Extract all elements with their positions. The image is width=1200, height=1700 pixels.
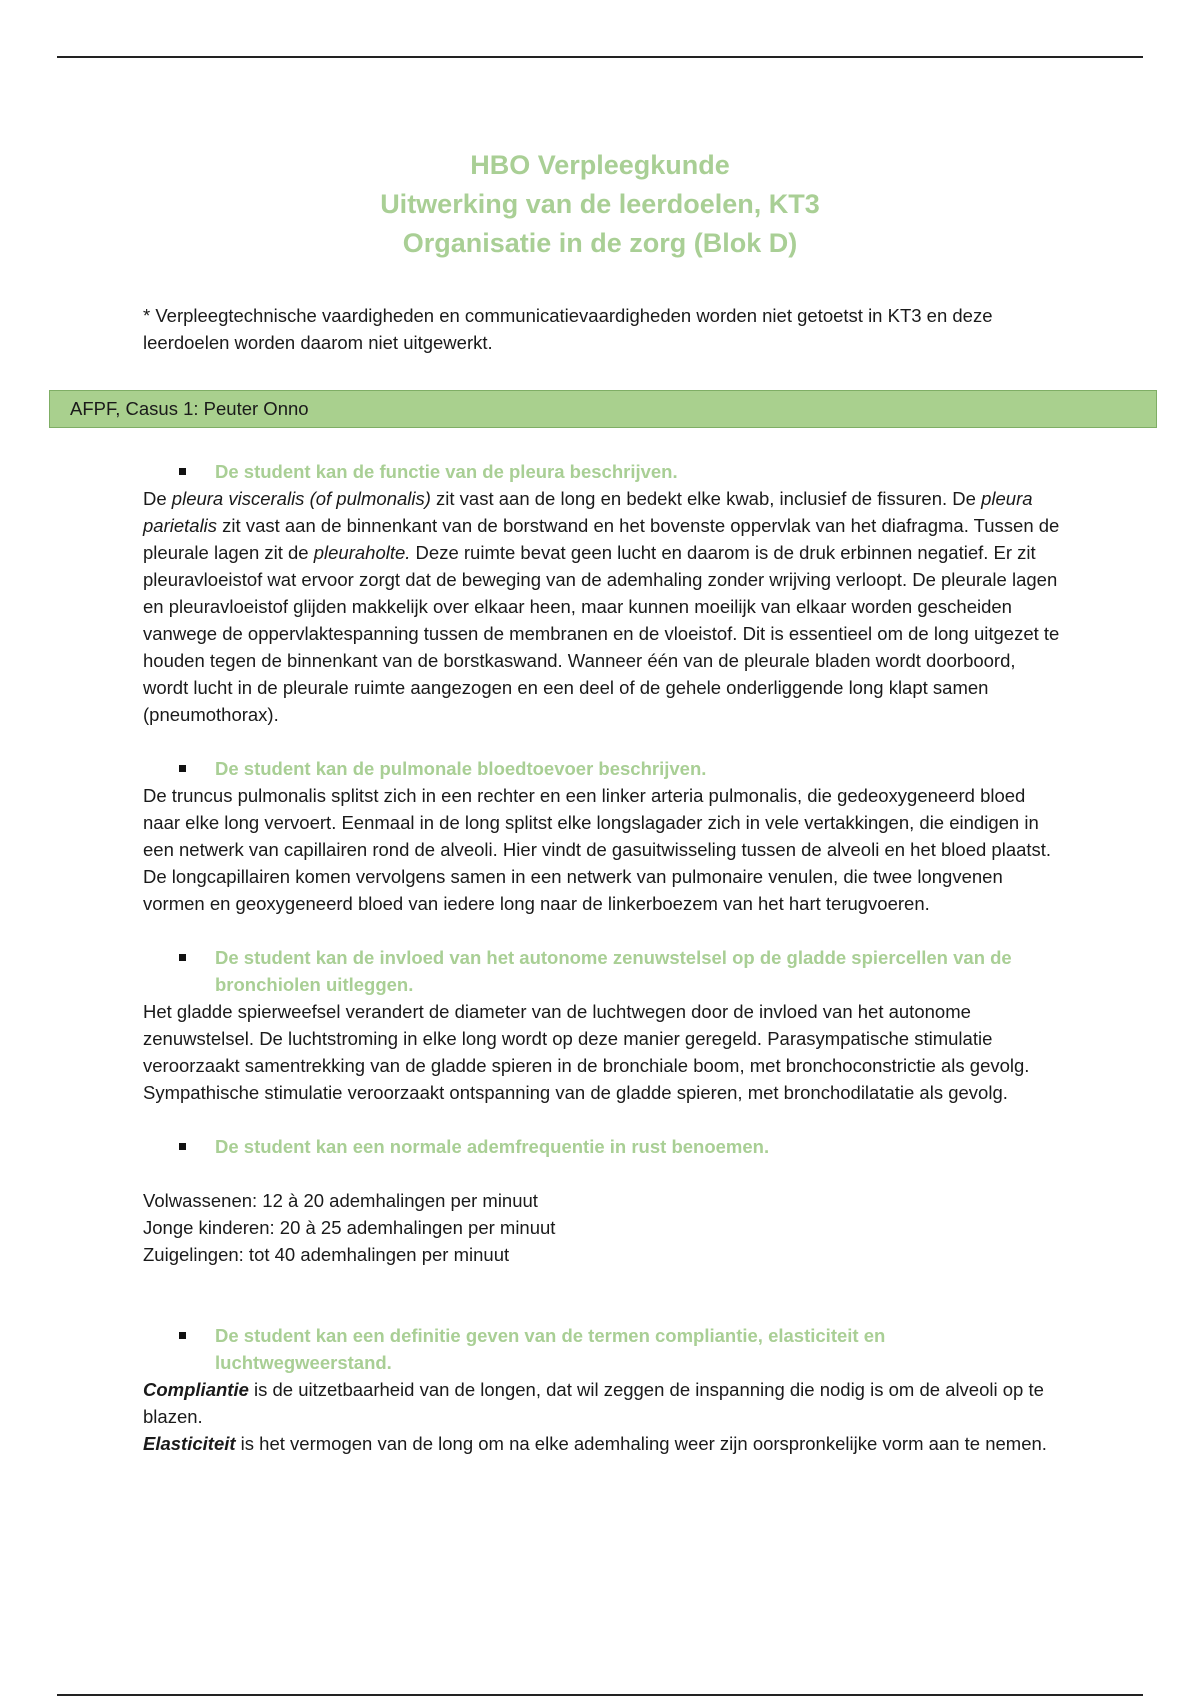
objective-heading: De student kan de invloed van het autonome zenuwstelsel op de gladde spiercellen van de bronchiolen uitleggen. [143, 944, 1063, 998]
bottom-rule [57, 1694, 1143, 1696]
objective-body: Het gladde spierweefsel verandert de diameter van de luchtwegen door de invloed van het autonome zenuwstelsel. De luchtstroming in elke long wordt op deze manier geregeld. Parasympatische stimulatie veroorzaakt samentrekking van de gladde spieren in de bronchiale boom, met bronchoconstrictie als gevolg. Sympathische stimulatie veroorzaakt ontspanning van de gladde spieren, met bronchodilatatie als gevolg. [143, 1001, 1030, 1103]
rate-line: Volwassenen: 12 à 20 ademhalingen per minuut [143, 1190, 538, 1211]
section-header [49, 390, 1157, 428]
objective-body: De pleura visceralis (of pulmonalis) zit vast aan de long en bedekt elke kwab, inclusief de fissuren. De pleura parietalis zit vast aan de binnenkant van de borstwand en het bovenste oppervlak van het diafragma. Tussen de pleurale lagen zit de pleuraholte. Deze ruimte bevat geen lucht en daarom is de druk erbinnen negatief. Er zit pleuravloeistof wat ervoor zorgt dat de beweging van de ademhaling zonder wrijving verloopt. De pleurale lagen en pleuravloeistof glijden makkelijk over elkaar heen, maar kunnen moeilijk van elkaar worden gescheiden vanwege de oppervlaktespanning tussen de membranen en de vloeistof. Dit is essentieel om de long uitgezet te houden tegen de binnenkant van de borstkaswand. Wanneer één van de pleurale bladen wordt doorboord, wordt lucht in de pleurale ruimte aangezogen en een deel of de gehele onderliggende long klapt samen (pneumothorax). [143, 488, 1060, 725]
section-label: AFPF, Casus 1: Peuter Onno [70, 398, 309, 419]
objective-heading: De student kan de functie van de pleura beschrijven. [143, 458, 1063, 485]
rate-line: Jonge kinderen: 20 à 25 ademhalingen per minuut [143, 1217, 556, 1238]
objective-heading: De student kan een definitie geven van de termen compliantie, elasticiteit en luchtwegweerstand. [143, 1322, 1063, 1376]
intro-note: * Verpleegtechnische vaardigheden en communicatievaardigheden worden niet getoetst in KT3 en deze leerdoelen worden daarom niet uitgewerkt. [143, 305, 993, 353]
title-line-2: Uitwerking van de leerdoelen, KT3 [380, 189, 820, 219]
objective-heading: De student kan een normale ademfrequentie in rust benoemen. [143, 1133, 1063, 1160]
definition-elasticiteit: Elasticiteit is het vermogen van de long om na elke ademhaling weer zijn oorspronkelijke vorm aan te nemen. [143, 1433, 1047, 1454]
rate-line: Zuigelingen: tot 40 ademhalingen per minuut [143, 1244, 510, 1265]
bullet-icon [179, 954, 186, 961]
definition-compliantie: Compliantie is de uitzetbaarheid van de longen, dat wil zeggen de inspanning die nodig is om de alveoli op te blazen. [143, 1379, 1044, 1427]
bullet-icon [179, 1332, 186, 1339]
title-line-1: HBO Verpleegkunde [470, 150, 730, 180]
bullet-icon [179, 765, 186, 772]
objective-heading: De student kan de pulmonale bloedtoevoer beschrijven. [143, 755, 1063, 782]
objective-body: De truncus pulmonalis splitst zich in een rechter en een linker arteria pulmonalis, die gedeoxygeneerd bloed naar elke long vervoert. Eenmaal in de long splitst elke longslagader zich in vele vertakkingen, die eindigen in een netwerk van capillairen rond de alveoli. Hier vindt de gasuitwisseling tussen de alveoli en het bloed plaatst. De longcapillairen komen vervolgens samen in een netwerk van pulmonaire venulen, die twee longvenen vormen en geoxygeneerd bloed van iedere long naar de linkerboezem van het hart terugvoeren. [143, 785, 1052, 914]
learning-objectives [143, 458, 1063, 1457]
top-rule [57, 56, 1143, 58]
document-title [0, 146, 1200, 263]
bullet-icon [179, 468, 186, 475]
title-line-3: Organisatie in de zorg (Blok D) [402, 228, 798, 258]
bullet-icon [179, 1143, 186, 1150]
